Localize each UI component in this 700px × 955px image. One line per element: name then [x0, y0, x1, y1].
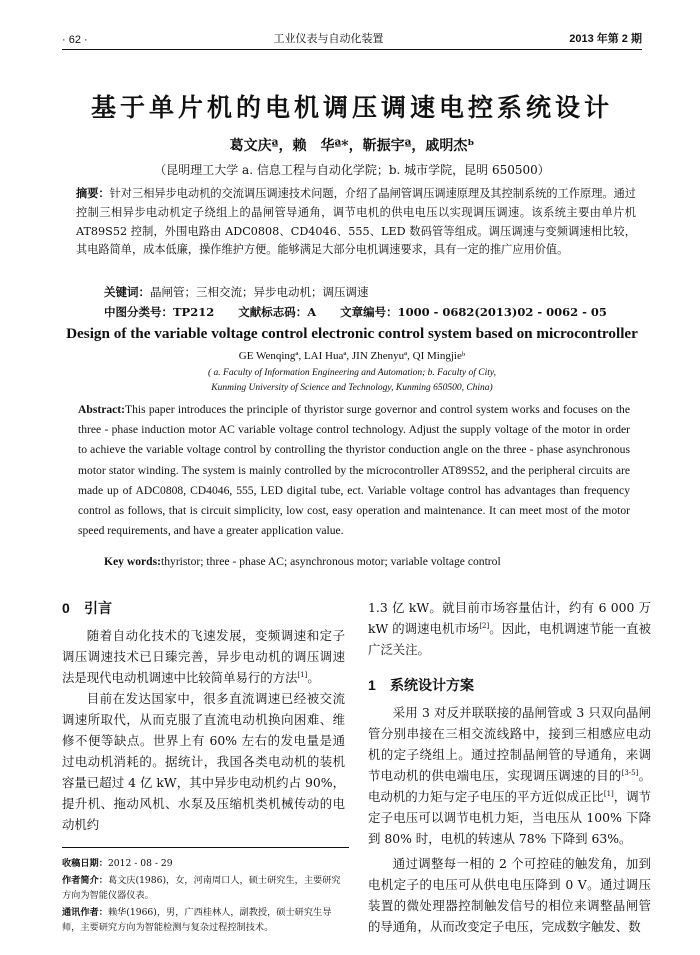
corresponding-text: 赖华(1966)，男，广西桂林人，副教授，硕士研究生导师，主要研究方向为智能检测与复杂过程控制技术。	[62, 907, 332, 933]
page-number: · 62 ·	[62, 34, 88, 46]
section-1-paragraph-1	[368, 702, 651, 849]
section-0-number: 0	[62, 600, 70, 616]
received-label: 收稿日期：	[62, 858, 108, 869]
bio-text: 葛文庆(1986)，女，河南周口人，硕士研究生，主要研究方向为智能仪器仪表。	[62, 875, 341, 901]
abstract-cn-text: 针对三相异步电动机的交流调压调速技术问题，介绍了晶闸管调压调速原理及其控制系统的工作原理。通过控制三相异步电动机定子绕组上的晶闸管导通角，调节电机的供电电压以实现调压调速。该系统主要由单片机 AT89S52 控制，外围电路由 ADC0808、CD4046、555、LED 数码管等组成。调压调速与变频调速相比较，其电路简单，成本低廉，操作维护方便。能够满足大部分电机调速要求，具有一定的推广应用价值。	[76, 187, 636, 257]
continuation-text: 1.3 亿 kW。就目前市场容量估计，约有 6 000 万 kW 的调速电机市场	[368, 600, 651, 636]
right-column	[368, 597, 651, 937]
issue-label: 2013 年第 2 期	[569, 33, 642, 45]
journal-name: 工业仪表与自动化装置	[273, 32, 384, 45]
section-1-p1a: 采用 3 对反并联联接的晶闸管或 3 只双向晶闸管分别串接在三相交流线路中，接到三相感应电动机的定子绕组上。通过控制晶闸管的导通角，来调节电动机的供电端电压，实现调压调速的目的	[368, 705, 651, 783]
footnote-received	[62, 856, 349, 871]
section-1-title: 系统设计方案	[390, 677, 474, 693]
keywords-cn-label: 关键词：	[104, 285, 150, 299]
keywords-en	[104, 553, 634, 571]
keywords-en-label: Key words:	[104, 555, 161, 568]
keywords-cn-text: 晶闸管；三相交流；异步电动机；调压调速	[150, 285, 369, 299]
author-list: 葛文庆ª，赖 华ª*，靳振宇ª，戚明杰ᵇ	[229, 138, 475, 154]
paper-title-en: Design of the variable voltage control electronic control system based on microcontroller	[66, 325, 638, 342]
section-0-paragraph-2: 目前在发达国家中，很多直流调速已经被交流调速所取代，从而克服了直流电动机换向困难、维修不便等缺点。世界上有 60% 左右的发电量是通过电动机消耗的。据统计，我国各类电动机的装机容量已超过 4 亿 kW，其中异步电动机约占 90%，提升机、拖动风机、水泵及压缩机类机械传动的电动机约	[62, 691, 345, 832]
document-code: 文献标志码：A	[238, 305, 317, 319]
article-number: 文章编号：1000 - 0682(2013)02 - 0062 - 05	[340, 305, 607, 319]
abstract-en	[78, 400, 630, 541]
citation: [1]	[603, 789, 614, 798]
keywords-en-text: thyristor; three - phase AC; asynchronous motor; variable voltage control	[161, 555, 501, 568]
continuation-end: 。因此，电机调速节能一直被广泛关注。	[368, 621, 651, 657]
section-0-p1-text: 随着自动化技术的飞速发展，变频调速和定子调压调速技术已日臻完善，异步电动机的调压调速法是现代电动机调速中比较简单易行的方法	[62, 628, 345, 685]
received-date: 2012 - 08 - 29	[107, 858, 173, 869]
corresponding-label: 通讯作者：	[62, 907, 108, 918]
section-0-continuation	[368, 597, 651, 660]
section-0-p1-end: 。	[307, 670, 320, 685]
affiliation: （昆明理工大学 a. 信息工程与自动化学院；b. 城市学院，昆明 650500）	[154, 163, 550, 177]
affiliation-en-line-1: ( a. Faculty of Information Engineering and Automation; b. Faculty of City,	[208, 368, 496, 378]
citation: [3-5]	[621, 768, 639, 777]
section-1-heading	[368, 674, 651, 696]
classification-line	[104, 303, 644, 321]
keywords-cn	[104, 283, 644, 301]
footnote-author-bio	[62, 873, 349, 903]
citation: [1]	[297, 670, 308, 679]
affiliation-en-line-2: Kunming University of Science and Technology, Kunming 650500, China)	[211, 383, 493, 393]
footnotes	[62, 847, 349, 937]
abstract-en-label: Abstract:	[78, 403, 126, 416]
section-0-paragraph-1	[62, 625, 345, 688]
section-1-number: 1	[368, 677, 376, 693]
bio-label: 作者简介：	[62, 875, 108, 886]
author-list-en: GE Wenqingª, LAI Huaª, JIN Zhenyuª, QI Mingjieᵇ	[238, 350, 466, 362]
footnote-corresponding-author	[62, 905, 349, 935]
section-0-title: 引言	[84, 600, 112, 616]
abstract-cn-label: 摘要：	[76, 186, 110, 200]
affiliation-en	[62, 366, 642, 396]
section-1-p1c: ，调节定子电压可以调节电机力矩，当电压从 100% 下降到 80% 时，电机的转速从 78% 下降到 63%。	[368, 789, 652, 846]
abstract-en-text: This paper introduces the principle of thyristor surge governor and control system works and focuses on the three - phase induction motor AC variable voltage control technology. Adjust the supply voltage of the motor in order to achieve the variable voltage control by controlling the thyristor conduction angle on the three - phase asynchronous motor stator winding. The system is mainly controlled by the microcontroller AT89S52, and the peripheral circuits are made up of ADC0808, CD4046, 555, LED digital tube, ect. Variable voltage control has advantages than frequency control as follows, that is circuit simplicity, low cost, easy operation and maintenance. It can meet most of the motor speed requirements, and have a greater application value.	[78, 403, 630, 538]
paper-title: 基于单片机的电机调压调速电控系统设计	[90, 93, 613, 122]
clc-number: 中图分类号：TP212	[104, 305, 215, 319]
citation: [2]	[479, 621, 490, 630]
left-column	[62, 597, 345, 835]
running-header	[62, 26, 642, 50]
section-1-paragraph-2: 通过调整每一相的 2 个可控硅的触发角，加到电机定子的电压可从供电电压降到 0 V。通过调压装置的微处理器控制触发信号的相位来调整晶闸管的导通角，从而改变定子电压，完成数字触发、数	[368, 856, 651, 934]
section-0-heading	[62, 597, 345, 619]
abstract-cn	[76, 184, 636, 260]
section-1-p1b: 。电动机的力矩与定子电压的平方近似成正比	[368, 768, 652, 804]
